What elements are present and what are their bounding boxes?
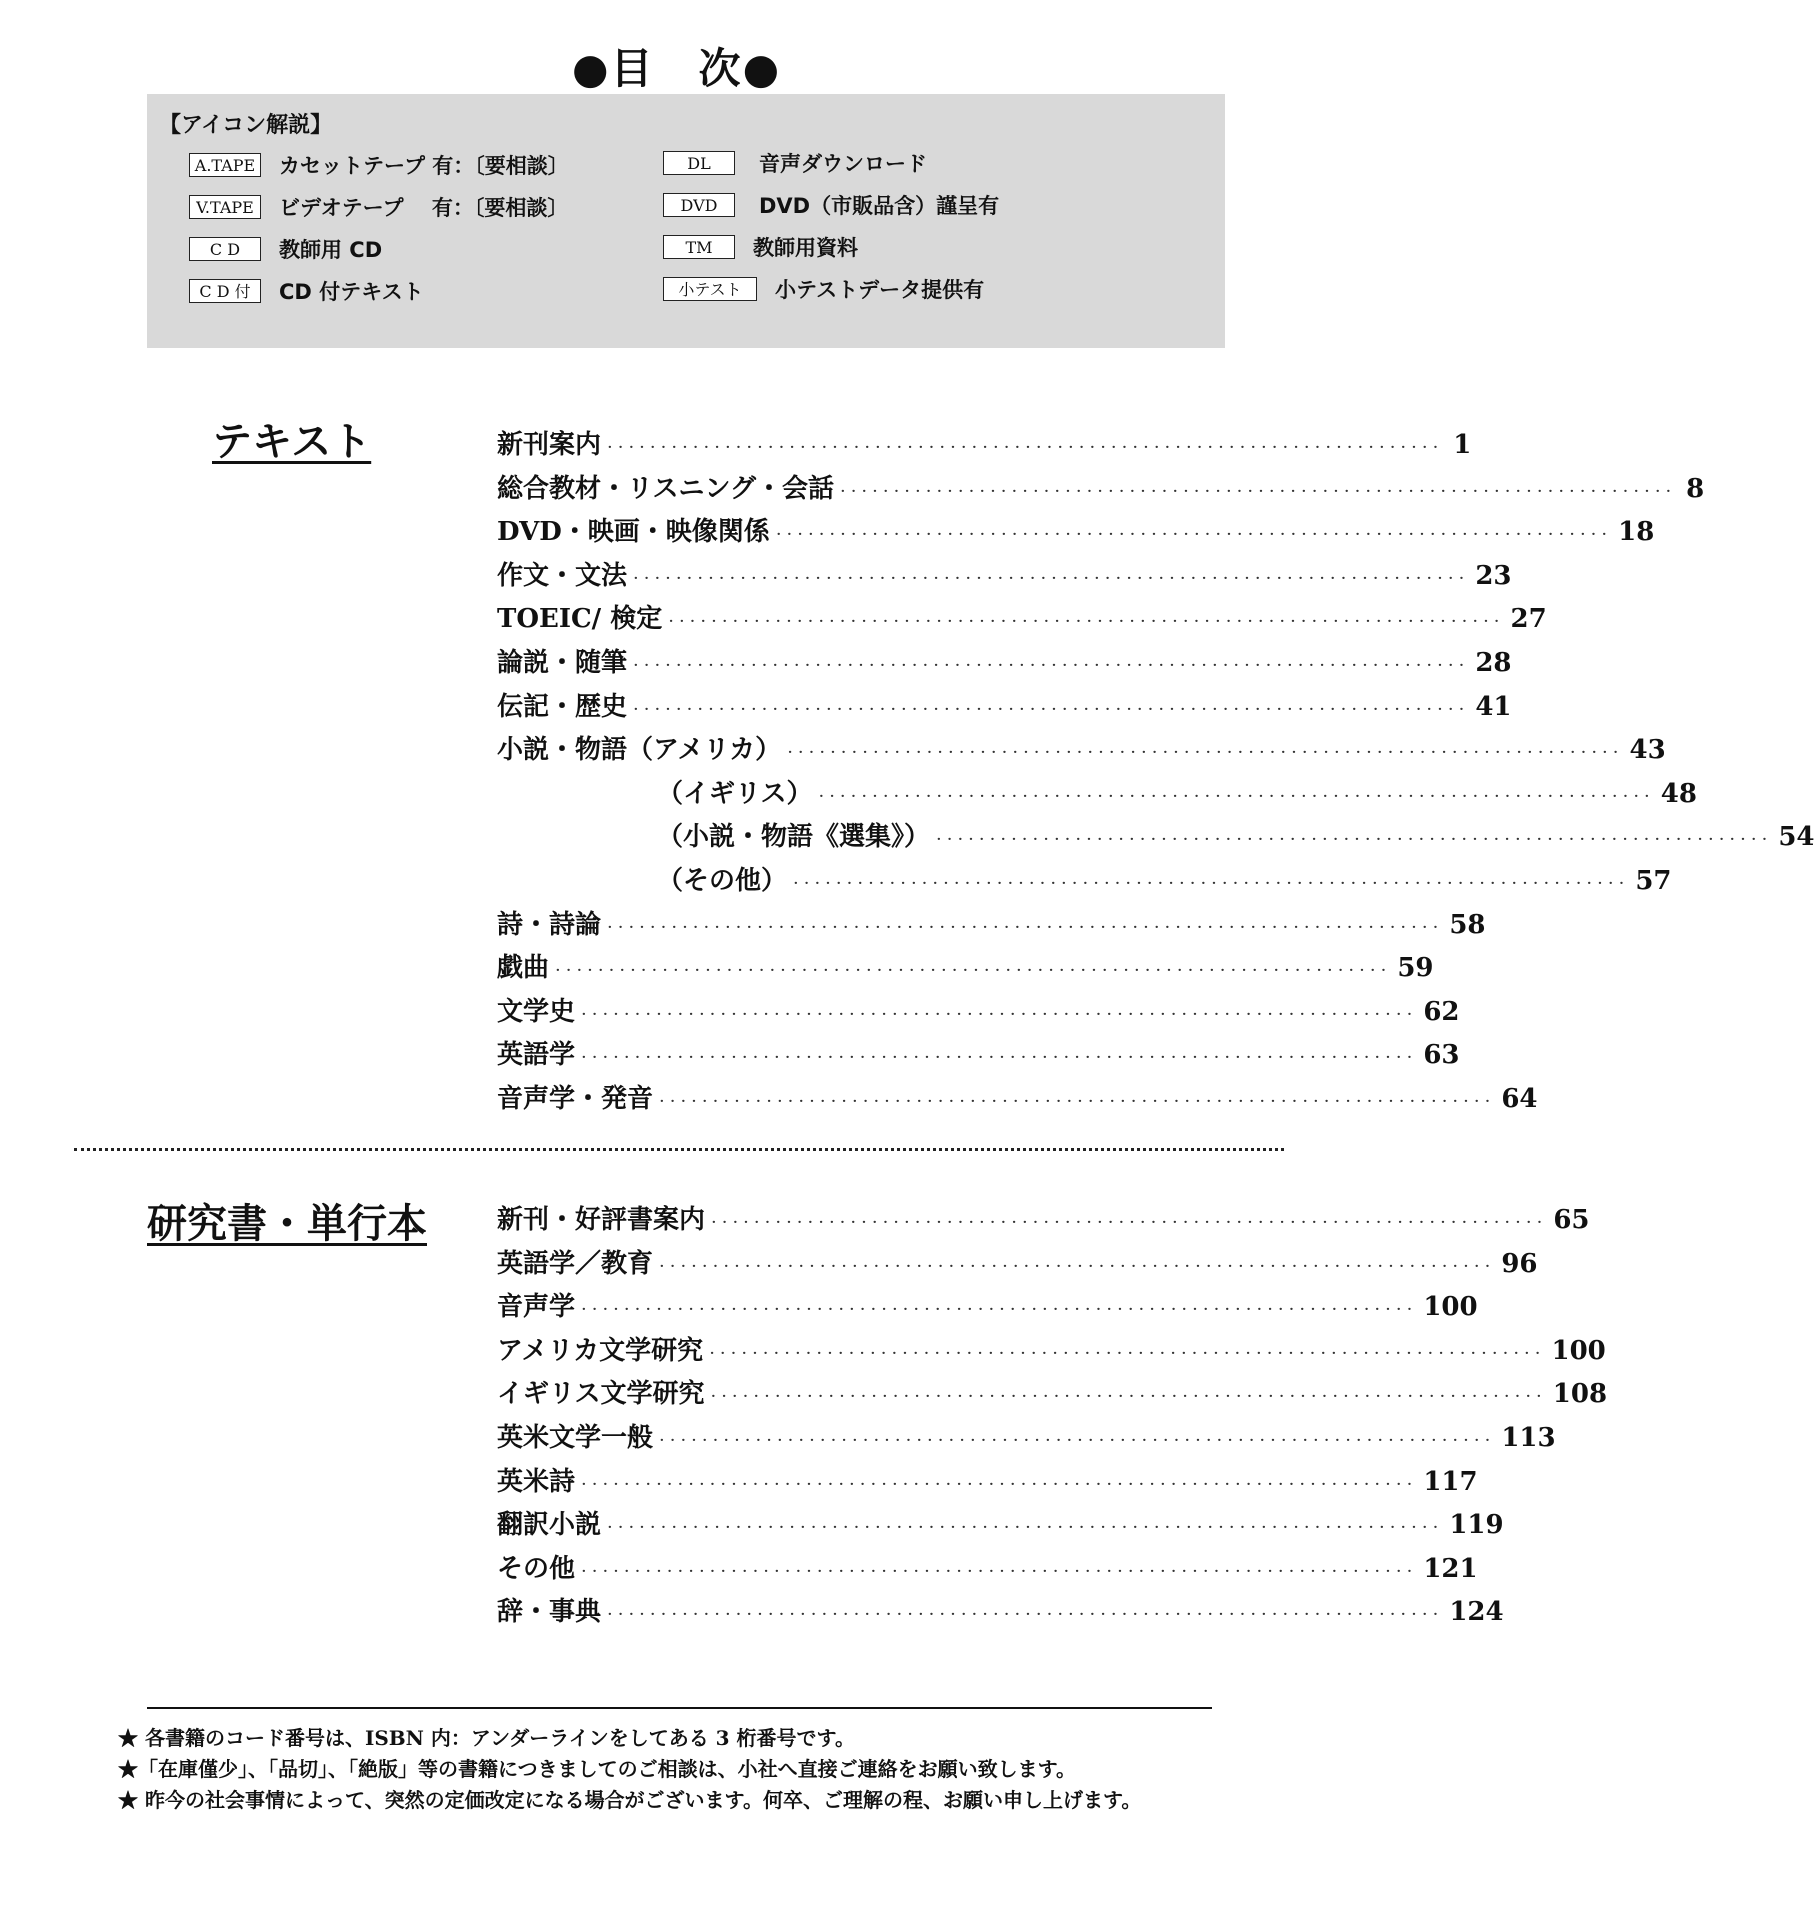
toc-entry [497, 991, 1460, 1035]
legend-label: 音声ダウンロード [759, 152, 927, 176]
toc-entry-page: 113 [1501, 1422, 1556, 1453]
leader-dots: ·············································································· [581, 1473, 1418, 1495]
toc-entry-label: 伝記・歴史 [497, 691, 628, 722]
leader-dots: ·············································································· [581, 1003, 1418, 1025]
legend-item-vtape [189, 192, 568, 222]
note-isbn: ★ 各書籍のコード番号は、ISBN 内：アンダーラインをしてある 3 桁番号です。 [118, 1726, 855, 1750]
toc-entry-page: 119 [1449, 1510, 1504, 1541]
leader-dots: ·············································································· [839, 480, 1677, 502]
toc-entry-page: 43 [1629, 735, 1666, 766]
legend-label: DVD（市販品含）謹呈有 [759, 194, 1000, 218]
toc-entry [497, 555, 1512, 599]
legend-label: カセットテープ 有：〔要相談〕 [279, 154, 569, 178]
leader-dots: ·············································································· [633, 698, 1470, 720]
toc-entry-label: 英語学 [497, 1040, 576, 1071]
toc-entry [497, 816, 1815, 860]
section-divider [74, 1148, 1284, 1151]
toc-entry [497, 1373, 1608, 1417]
cd-attached-icon: C D 付 [189, 279, 261, 303]
legend-label: 教師用 CD [279, 238, 383, 262]
leader-dots: ·············································································· [607, 1517, 1444, 1539]
legend-item-dl [663, 148, 927, 178]
leader-dots: ·············································································· [607, 437, 1444, 458]
note-price: ★ 昨今の社会事情によって、突然の定価改定になる場合がございます。何卒、ご理解の程、お願い申し上げます。 [118, 1788, 1142, 1812]
toc-entry [497, 1548, 1478, 1592]
toc-entry [497, 424, 1472, 468]
toc-entry-page: 124 [1449, 1597, 1504, 1628]
toc-entry [497, 686, 1512, 730]
toc-entry-label: 英米文学一般 [497, 1422, 654, 1453]
toc-entry-label: 論説・随筆 [497, 647, 628, 678]
toc-entry-page: 65 [1553, 1205, 1590, 1235]
leader-dots: ·············································································· [659, 1255, 1496, 1277]
toc-entry-label: 新刊・好評書案内 [497, 1205, 706, 1235]
leader-dots: ·············································································· [555, 960, 1392, 982]
toc-entry-label: 詩・詩論 [497, 909, 602, 940]
leader-dots: ·············································································· [659, 1090, 1496, 1112]
toc-entry-label: アメリカ文学研究 [497, 1335, 704, 1366]
toc-entry-label: 文学史 [497, 996, 576, 1027]
leader-dots: ·············································································· [668, 611, 1505, 633]
toc-entry-page: 100 [1423, 1292, 1478, 1323]
toc-research-books [497, 1199, 1608, 1635]
toc-entry [497, 511, 1655, 555]
toc-entry [497, 1461, 1478, 1505]
legend-label: ビデオテープ 有：〔要相談〕 [279, 196, 569, 220]
leader-dots: ·············································································· [659, 1429, 1496, 1451]
toc-entry-label: 英米詩 [497, 1466, 576, 1497]
toc-entry [497, 1330, 1606, 1374]
toc-entry-label: TOEIC/ 検定 [497, 604, 663, 635]
toc-entry-page: 23 [1475, 560, 1512, 591]
page-title: ●目 次● [571, 44, 782, 93]
toc-entry-label: その他 [497, 1553, 576, 1584]
quiz-icon: 小テスト [663, 277, 757, 301]
legend-item-cd-attached [189, 276, 424, 306]
toc-entry [497, 1504, 1504, 1548]
leader-dots: ·············································································· [633, 654, 1470, 676]
footnotes [118, 1723, 1298, 1816]
toc-texts [497, 424, 1815, 1122]
toc-entry [497, 1078, 1538, 1122]
toc-entry [497, 1286, 1478, 1330]
toc-entry-page: 48 [1660, 778, 1697, 809]
toc-entry-label: 翻訳小説 [497, 1510, 602, 1541]
toc-entry [497, 904, 1486, 948]
toc-entry [497, 598, 1547, 642]
toc-entry-page: 57 [1635, 865, 1672, 896]
leader-dots: ·············································································· [711, 1212, 1548, 1233]
toc-entry-page: 62 [1423, 996, 1460, 1027]
toc-entry-label: 作文・文法 [497, 560, 628, 591]
leader-dots: ·············································································· [581, 1047, 1418, 1069]
cd-icon: C D [189, 237, 261, 261]
leader-dots: ·············································································· [607, 916, 1444, 938]
leader-dots: ·············································································· [633, 567, 1470, 589]
toc-entry-page: 64 [1501, 1083, 1538, 1114]
legend-item-atape [189, 150, 569, 180]
toc-entry [497, 468, 1705, 512]
toc-entry-page: 96 [1501, 1248, 1538, 1279]
download-icon: DL [663, 151, 735, 175]
legend-label: 小テストデータ提供有 [775, 278, 985, 302]
notes-divider [147, 1707, 1212, 1709]
leader-dots: ·············································································· [607, 1604, 1444, 1626]
toc-entry-label: 辞・事典 [497, 1597, 602, 1628]
toc-entry-label: （小説・物語《選集》） [657, 822, 931, 853]
section-heading-texts: テキスト [212, 419, 372, 465]
toc-entry-label: DVD・映画・映像関係 [497, 517, 770, 548]
leader-dots: ·············································································· [709, 1342, 1546, 1364]
toc-entry-page: 121 [1423, 1553, 1478, 1584]
toc-entry [497, 947, 1434, 991]
toc-entry [497, 773, 1697, 817]
toc-entry [497, 729, 1666, 773]
toc-entry-page: 27 [1510, 604, 1547, 635]
toc-entry-label: （その他） [657, 865, 788, 896]
toc-entry-label: 小説・物語（アメリカ） [497, 735, 782, 766]
toc-entry-page: 100 [1551, 1335, 1606, 1366]
teacher-manual-icon: TM [663, 235, 735, 259]
toc-entry-page: 28 [1475, 647, 1512, 678]
toc-entry [497, 860, 1672, 904]
toc-entry-page: 1 [1453, 430, 1472, 460]
toc-entry-label: 英語学／教育 [497, 1248, 654, 1279]
toc-entry [497, 1591, 1504, 1635]
leader-dots: ·············································································· [787, 742, 1624, 764]
toc-entry-page: 63 [1423, 1040, 1460, 1071]
legend-label: CD 付テキスト [279, 280, 424, 304]
toc-entry-label: 戯曲 [497, 953, 550, 984]
legend-item-cd [189, 234, 382, 264]
legend-heading: 【アイコン解説】 [159, 113, 333, 138]
legend-label: 教師用資料 [753, 236, 858, 260]
toc-entry-label: 音声学・発音 [497, 1083, 654, 1114]
section-heading-research-books: 研究書・単行本 [147, 1201, 427, 1247]
note-stock: ★「在庫僅少」、「品切」、「絶版」等の書籍につきましてのご相談は、小社へ直接ご連絡をお願い致します。 [118, 1757, 1076, 1781]
toc-entry-label: （イギリス） [657, 778, 813, 809]
leader-dots: ·············································································· [710, 1386, 1547, 1408]
leader-dots: ·············································································· [775, 524, 1613, 546]
legend-item-quiz [663, 274, 984, 304]
toc-entry-page: 41 [1475, 691, 1512, 722]
legend-item-tm [663, 232, 858, 262]
toc-entry [497, 1417, 1556, 1461]
toc-entry-page: 54 [1778, 822, 1815, 853]
toc-entry-page: 18 [1618, 517, 1655, 548]
video-tape-icon: V.TAPE [189, 195, 261, 219]
toc-entry-page: 117 [1423, 1466, 1478, 1497]
toc-entry-label: イギリス文学研究 [497, 1379, 705, 1410]
leader-dots: ·············································································· [581, 1560, 1418, 1582]
toc-entry-label: 総合教材・リスニング・会話 [497, 473, 834, 504]
toc-entry-page: 58 [1449, 909, 1486, 940]
leader-dots: ·············································································· [818, 785, 1655, 807]
leader-dots: ·············································································· [793, 872, 1630, 894]
toc-entry [497, 1243, 1538, 1287]
cassette-tape-icon: A.TAPE [189, 153, 261, 177]
leader-dots: ·············································································· [581, 1299, 1418, 1321]
toc-entry [497, 1034, 1460, 1078]
legend-item-dvd [663, 190, 999, 220]
toc-entry [497, 642, 1512, 686]
toc-entry-page: 8 [1686, 473, 1705, 504]
toc-entry-page: 59 [1397, 953, 1434, 984]
toc-entry [497, 1199, 1590, 1243]
leader-dots: ·············································································· [936, 829, 1773, 851]
toc-entry-label: 音声学 [497, 1292, 576, 1323]
toc-entry-label: 新刊案内 [497, 430, 602, 460]
icon-legend [147, 94, 1225, 348]
toc-entry-page: 108 [1552, 1379, 1608, 1410]
dvd-icon: DVD [663, 193, 735, 217]
